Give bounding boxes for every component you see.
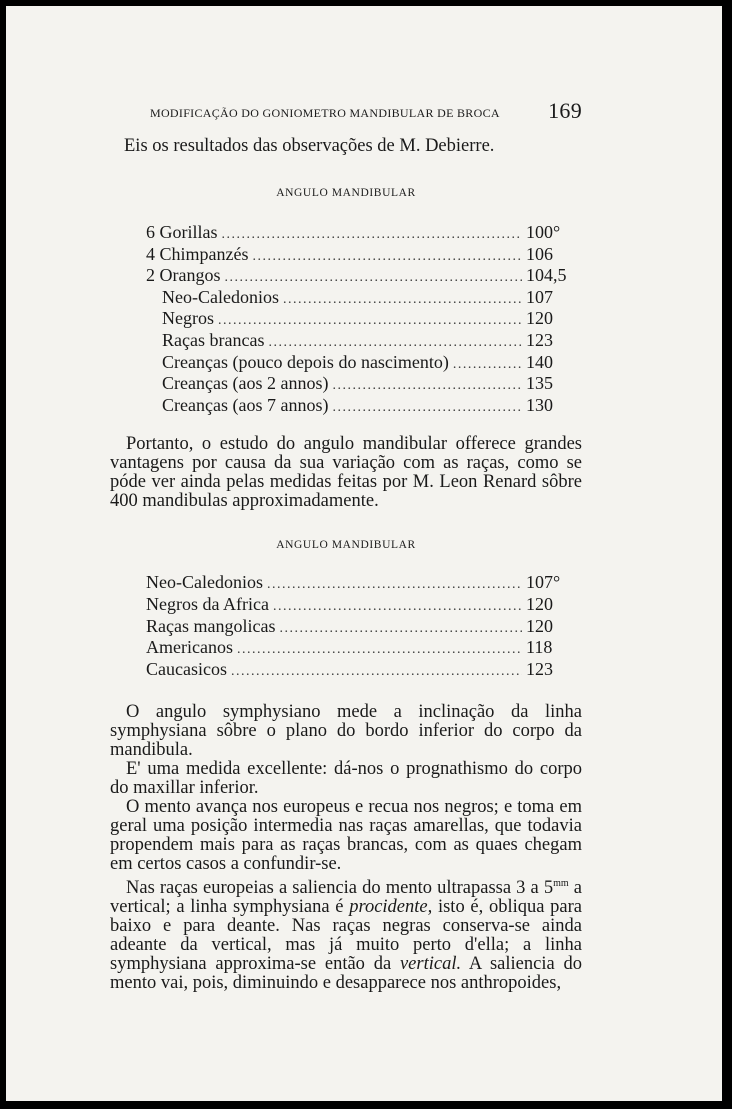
row-label: Neo-Caledonios [146, 572, 263, 593]
leader-dots [283, 291, 522, 310]
running-header-title: MODIFICAÇÃO DO GONIOMETRO MANDIBULAR DE BROCA [150, 106, 500, 120]
leader-dots [332, 399, 522, 418]
unit-superscript: mm [553, 878, 569, 890]
table-row [146, 288, 582, 310]
row-value: 123 [526, 329, 553, 350]
paragraph-1: Portanto, o estudo do angulo mandibular offerece grandes vantagens por causa da sua variação com as raças, como se póde ver ainda pelas medidas feitas por M. Leon Renard sôbre 400 mandibulas approximadamente. [110, 434, 582, 512]
row-value: 107° [526, 572, 561, 593]
paragraph-5 [110, 874, 582, 993]
page-content [110, 98, 582, 993]
row-value: 104,5 [526, 265, 567, 286]
table-row [146, 353, 582, 375]
row-value: 120 [526, 615, 553, 636]
term-procidente: procidente, [349, 897, 433, 918]
leader-dots [225, 269, 523, 288]
leader-dots [222, 226, 523, 245]
running-header [110, 98, 582, 124]
row-label: Neo-Caledonios [162, 286, 279, 307]
paragraph-5-text-b: a vertical; a linha symphysiana é [110, 878, 582, 918]
leader-dots [279, 620, 522, 639]
table-row [146, 331, 582, 353]
table-row [146, 245, 582, 267]
row-label: 2 Orangos [146, 265, 221, 286]
paragraph-3: E' uma medida excellente: dá-nos o prognathismo do corpo do maxillar inferior. [110, 759, 582, 799]
leader-dots [252, 248, 522, 267]
table-row [146, 595, 582, 617]
row-value: 106 [526, 243, 553, 264]
row-label: Creanças (aos 7 annos) [162, 394, 329, 415]
table1-heading: ANGULO MANDIBULAR [276, 187, 416, 199]
row-label: 4 Chimpanzés [146, 243, 249, 264]
row-value: 140 [526, 351, 553, 372]
table2-heading: ANGULO MANDIBULAR [276, 539, 416, 552]
leader-dots [267, 576, 522, 595]
row-value: 120 [526, 593, 553, 614]
row-value: 130 [526, 394, 553, 415]
table-row [146, 309, 582, 331]
leader-dots [268, 334, 522, 353]
table-row [146, 617, 582, 639]
row-label: Creanças (aos 2 annos) [162, 373, 329, 394]
row-label: 6 Gorillas [146, 222, 218, 242]
row-value: 107 [526, 286, 553, 307]
table-row [146, 223, 582, 245]
table-row [146, 573, 582, 595]
paragraph-5-text-c: isto é, obliqua para baixo e para deante. Nas raças negras conserva-se ainda adeante da vertical, mas já muito perto d'ella; a linha symphysiana approxima-se então da [110, 897, 582, 975]
table-row [146, 396, 582, 418]
row-value: 100° [526, 222, 561, 242]
table-row [146, 638, 582, 660]
page-number: 169 [548, 98, 582, 123]
row-label: Raças brancas [162, 329, 265, 350]
leader-dots [218, 312, 522, 331]
paragraph-5-text-d: A saliencia do mento vai, pois, diminuindo e desapparece nos anthropoides, [110, 954, 582, 994]
intro-sentence: Eis os resultados das observações de M. Debierre. [124, 136, 495, 156]
row-value: 123 [526, 658, 553, 679]
table-row [146, 374, 582, 396]
table1 [146, 223, 582, 417]
leader-dots [332, 377, 522, 396]
row-value: 135 [526, 373, 553, 394]
leader-dots [273, 598, 522, 617]
row-label: Raças mangolicas [146, 615, 276, 636]
table2 [146, 573, 582, 681]
table-row [146, 660, 582, 682]
row-value: 120 [526, 308, 553, 329]
leader-dots [231, 663, 522, 682]
paragraph-2: O angulo symphysiano mede a inclinação da linha symphysiana sôbre o plano do bordo inferior do corpo da mandibula. [110, 702, 582, 761]
table-row [146, 266, 582, 288]
row-label: Creanças (pouco depois do nascimento) [162, 351, 449, 372]
paragraph-4: O mento avança nos europeus e recua nos negros; e toma em geral uma posição intermedia nas raças amarellas, que todavia propendem mais para as raças brancas, com as quaes chegam em certos casos a confundir-se. [110, 797, 582, 875]
term-vertical: vertical. [399, 954, 462, 975]
paragraph-5-text-a: Nas raças europeias a saliencia do mento ultrapassa 3 a 5 [126, 878, 554, 899]
row-label: Caucasicos [146, 658, 227, 679]
row-label: Negros da Africa [146, 593, 269, 614]
leader-dots [237, 641, 522, 660]
row-label: Americanos [146, 637, 233, 658]
row-label: Negros [162, 308, 214, 329]
scanned-page [6, 6, 722, 1101]
leader-dots [453, 356, 522, 375]
row-value: 118 [526, 637, 553, 658]
